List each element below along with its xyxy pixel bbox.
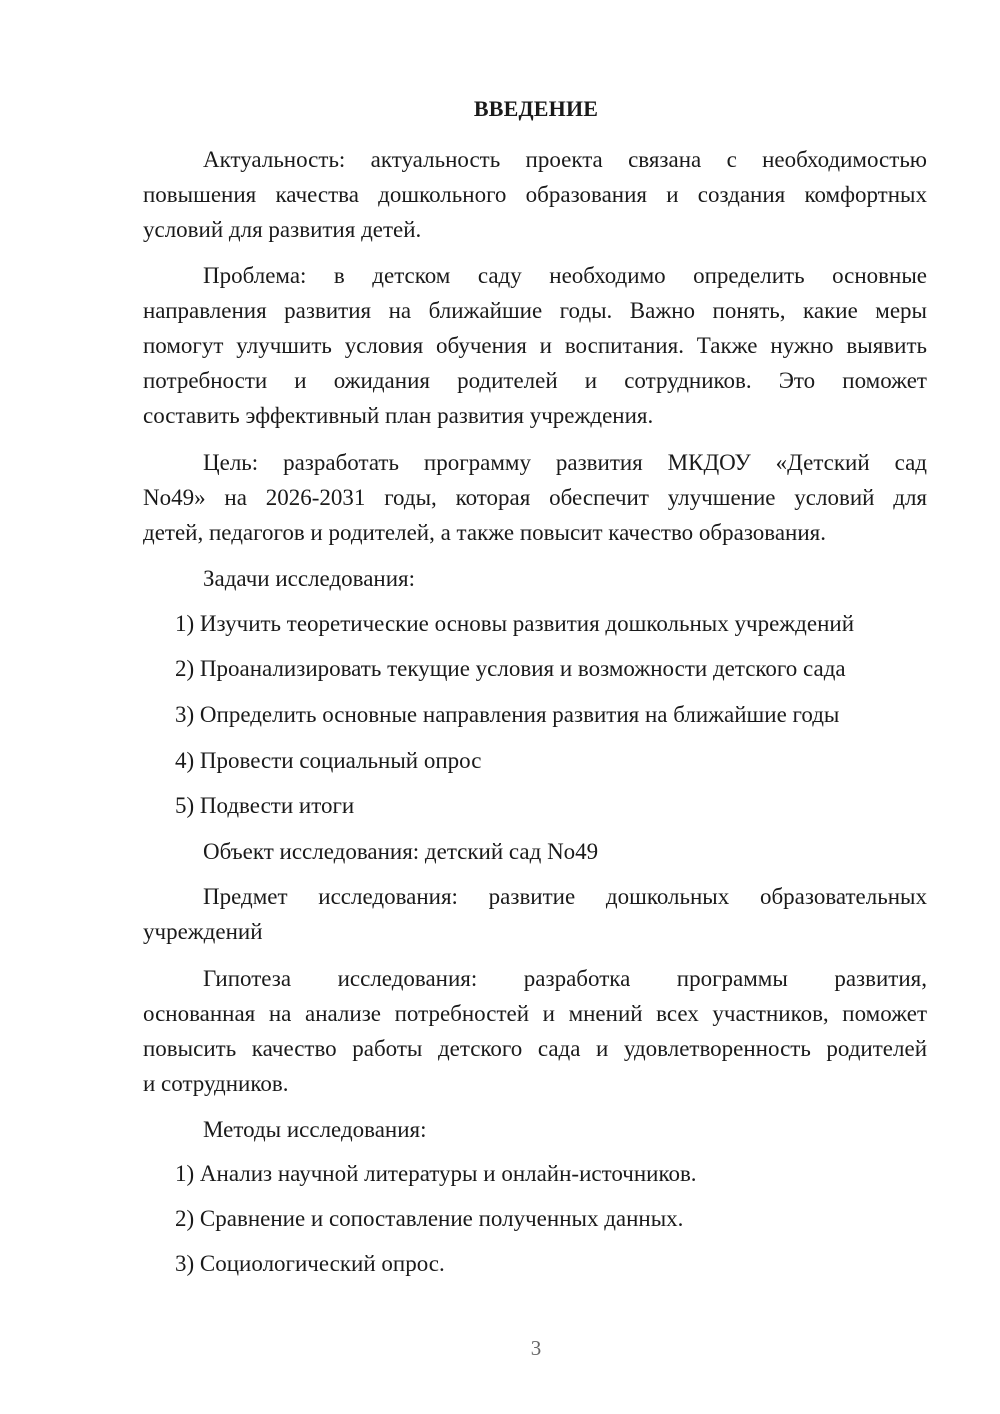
research-object: Объект исследования: детский сад No49	[203, 839, 599, 864]
task-item: 1) Изучить теоретические основы развития дошкольных учреждений	[175, 611, 855, 636]
problem-paragraph	[143, 258, 927, 433]
task-item: 5) Подвести итоги	[175, 793, 355, 818]
method-item: 2) Сравнение и сопоставление полученных данных.	[175, 1206, 684, 1231]
task-item: 2) Проанализировать текущие условия и возможности детского сада	[175, 656, 846, 681]
goal-paragraph	[143, 445, 927, 550]
relevance-paragraph	[143, 142, 927, 247]
hypothesis-line: и сотрудников.	[143, 1071, 289, 1096]
section-title: ВВЕДЕНИЕ	[473, 96, 599, 121]
method-item: 1) Анализ научной литературы и онлайн-источников.	[175, 1161, 697, 1186]
relevance-line: Актуальность: актуальность проекта связана с необходимостью	[203, 147, 927, 172]
goal-line: Цель: разработать программу развития МКДОУ «Детский сад	[203, 450, 927, 475]
hypothesis-line: Гипотеза исследования: разработка программы развития,	[203, 966, 927, 991]
hypothesis-paragraph	[143, 961, 927, 1101]
method-item: 3) Социологический опрос.	[175, 1251, 445, 1276]
hypothesis-line: основанная на анализе потребностей и мнений всех участников, поможет	[143, 1001, 927, 1026]
hypothesis-line: повысить качество работы детского сада и удовлетворенность родителей	[143, 1036, 927, 1061]
problem-line: помогут улучшить условия обучения и воспитания. Также нужно выявить	[143, 333, 927, 358]
relevance-line: повышения качества дошкольного образования и создания комфортных	[143, 182, 927, 207]
page-number: 3	[530, 1336, 542, 1360]
goal-line: No49» на 2026-2031 годы, которая обеспечит улучшение условий для	[143, 485, 927, 510]
tasks-label: Задачи исследования:	[203, 566, 416, 591]
subject-line: учреждений	[143, 919, 263, 944]
relevance-line: условий для развития детей.	[143, 217, 422, 242]
methods-label: Методы исследования:	[203, 1117, 427, 1142]
subject-paragraph	[143, 879, 927, 949]
problem-line: составить эффективный план развития учреждения.	[143, 403, 654, 428]
problem-line: потребности и ожидания родителей и сотрудников. Это поможет	[143, 368, 927, 393]
task-item: 3) Определить основные направления развития на ближайшие годы	[175, 702, 840, 727]
task-item: 4) Провести социальный опрос	[175, 748, 482, 773]
problem-line: Проблема: в детском саду необходимо определить основные	[203, 263, 927, 288]
problem-line: направления развития на ближайшие годы. Важно понять, какие меры	[143, 298, 927, 323]
subject-line: Предмет исследования: развитие дошкольных образовательных	[203, 884, 927, 909]
goal-line: детей, педагогов и родителей, а также повысит качество образования.	[143, 520, 827, 545]
